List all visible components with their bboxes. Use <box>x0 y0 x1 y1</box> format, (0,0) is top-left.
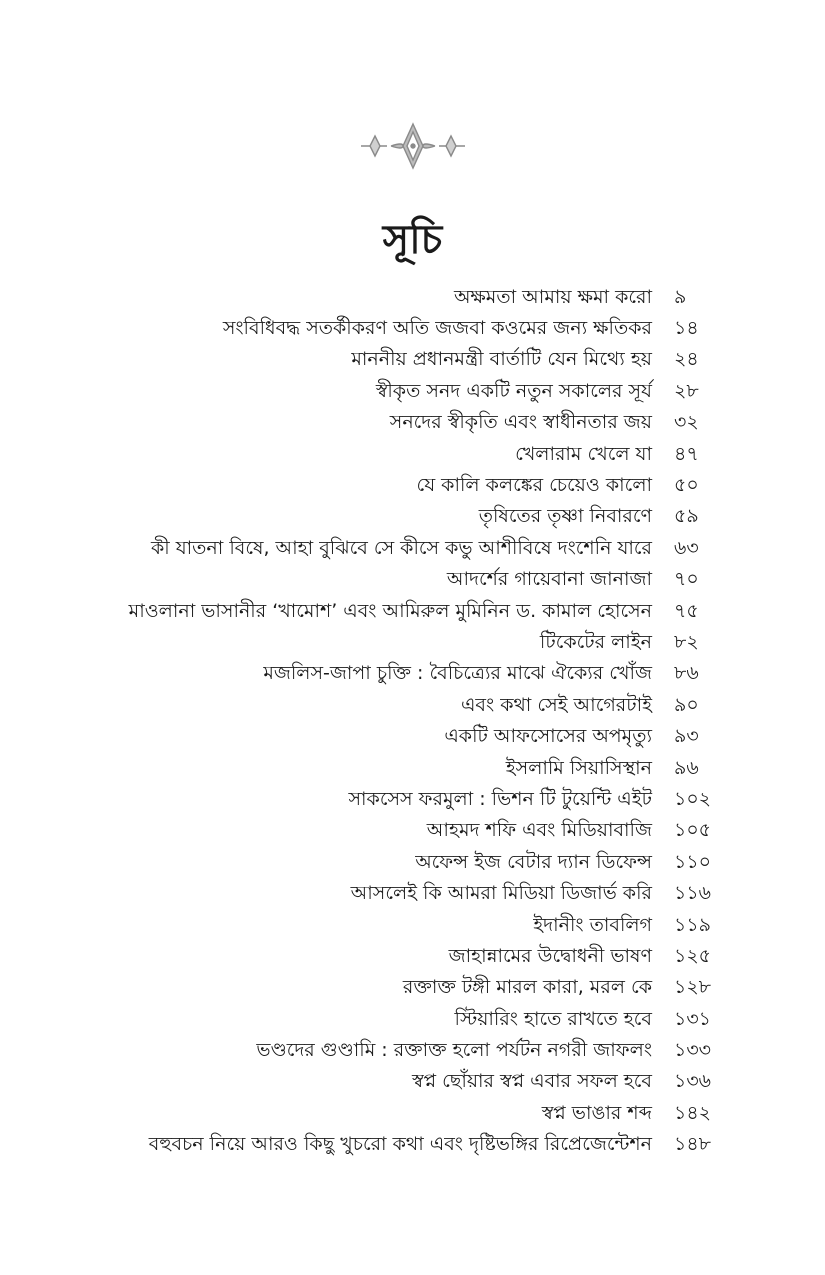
toc-page-number: ৭৫ <box>674 599 699 622</box>
toc-row[interactable] <box>90 1005 730 1036</box>
toc-entry-title: মজলিস-জাপা চুক্তি : বৈচিত্র্যের মাঝে ঐক্যের খোঁজ <box>263 662 652 685</box>
toc-entry-title: তৃষিতের তৃষ্ণা নিবারণে <box>478 505 652 528</box>
toc-row[interactable] <box>90 597 730 628</box>
toc-entry-title: এবং কথা সেই আগেরটাই <box>460 693 652 716</box>
toc-row[interactable] <box>90 471 730 502</box>
toc-entry-title: কী যাতনা বিষে, আহা বুঝিবে সে কীসে কভু আশীবিষে দংশেনি যারে <box>150 536 652 559</box>
toc-page-number: ১১৯ <box>674 913 711 936</box>
toc-entry-title: খেলারাম খেলে যা <box>515 442 652 465</box>
page-title: সূচি <box>382 217 443 263</box>
toc-row[interactable] <box>90 722 730 753</box>
toc-row[interactable] <box>90 974 730 1005</box>
toc-entry-title: মাননীয় প্রধানমন্ত্রী বার্তাটি যেন মিথ্যে হয় <box>351 348 652 371</box>
diamond-flourish-icon <box>353 118 473 174</box>
toc-entry-title: জাহান্নামের উদ্বোধনী ভাষণ <box>448 944 652 967</box>
toc-row[interactable] <box>90 691 730 722</box>
toc-row[interactable] <box>90 283 730 314</box>
toc-entry-title: বহুবচন নিয়ে আরও কিছু খুচরো কথা এবং দৃষ্টিভঙ্গির রিপ্রেজেন্টেশন <box>148 1133 652 1156</box>
toc-page-number: ১২৫ <box>674 944 712 967</box>
ornament <box>0 118 825 174</box>
toc-entry-title: ভণ্ডদের গুণ্ডামি : রক্তাক্ত হলো পর্যটন নগরী জাফলং <box>256 1039 652 1062</box>
toc-page-number: ৬৩ <box>674 536 699 559</box>
toc-page-number: ৫৯ <box>674 505 699 528</box>
toc-row[interactable] <box>90 848 730 879</box>
toc-entry-title: অফেন্স ইজ বেটার দ্যান ডিফেন্স <box>415 850 652 873</box>
toc-entry-title: সংবিধিবদ্ধ সতর্কীকরণ অতি জজবা কওমের জন্য ক্ষতিকর <box>222 317 652 340</box>
toc-page-number: ৯ <box>674 285 687 308</box>
toc-page-number: ১৩১ <box>674 1007 712 1030</box>
toc-page-number: ২৮ <box>674 379 699 402</box>
toc-row[interactable] <box>90 628 730 659</box>
toc-entry-title: আসলেই কি আমরা মিডিয়া ডিজার্ভ করি <box>350 882 652 905</box>
toc-row[interactable] <box>90 785 730 816</box>
toc-row[interactable] <box>90 534 730 565</box>
toc-page-number: ৩২ <box>674 411 699 434</box>
toc-page-number: ১৪৮ <box>674 1133 711 1156</box>
toc-row[interactable] <box>90 1036 730 1067</box>
toc-page-number: ৫০ <box>674 474 699 497</box>
toc-row[interactable] <box>90 409 730 440</box>
toc-entry-title: স্বপ্ন ছোঁয়ার স্বপ্ন এবার সফল হবে <box>412 1070 652 1093</box>
toc-row[interactable] <box>90 377 730 408</box>
toc-row[interactable] <box>90 817 730 848</box>
toc-entry-title: ইদানীং তাবলিগ <box>533 913 652 936</box>
toc-row[interactable] <box>90 1068 730 1099</box>
toc-page-number: ৯০ <box>674 693 699 716</box>
toc-row[interactable] <box>90 754 730 785</box>
table-of-contents <box>90 283 730 1162</box>
toc-page-number: ১১৬ <box>674 882 712 905</box>
toc-entry-title: যে কালি কলঙ্কের চেয়েও কালো <box>416 474 652 497</box>
toc-entry-title: মাওলানা ভাসানীর ‘খামোশ’ এবং আমিরুল মুমিনিন ড. কামাল হোসেন <box>128 599 652 622</box>
toc-entry-title: ইসলামি সিয়াসিস্থান <box>505 756 652 779</box>
toc-row[interactable] <box>90 314 730 345</box>
toc-page-number: ৭০ <box>674 568 699 591</box>
toc-row[interactable] <box>90 1099 730 1130</box>
toc-entry-title: স্বপ্ন ভাঙার শব্দ <box>541 1101 652 1124</box>
toc-page-number: ৯৩ <box>674 725 699 748</box>
toc-page-number: ৯৬ <box>674 756 699 779</box>
toc-page-number: ১৪ <box>674 317 699 340</box>
toc-row[interactable] <box>90 346 730 377</box>
toc-row[interactable] <box>90 879 730 910</box>
toc-entry-title: টিকেটের লাইন <box>539 631 652 653</box>
toc-row[interactable] <box>90 440 730 471</box>
toc-page-number: ৮৬ <box>674 662 699 685</box>
toc-row[interactable] <box>90 660 730 691</box>
toc-row[interactable] <box>90 942 730 973</box>
toc-row[interactable] <box>90 566 730 597</box>
toc-page-number: ২৪ <box>674 348 699 371</box>
toc-entry-title: সাকসেস ফরমুলা : ভিশন টি টুয়েন্টি এইট <box>348 787 652 810</box>
toc-page-number: ৮২ <box>674 631 699 653</box>
toc-page-number: ১০২ <box>674 787 712 810</box>
toc-entry-title: আদর্শের গায়েবানা জানাজা <box>446 568 652 591</box>
toc-entry-title: একটি আফসোসের অপমৃত্যু <box>444 725 652 748</box>
toc-page-number: ১৪২ <box>674 1101 712 1124</box>
toc-entry-title: স্বীকৃত সনদ একটি নতুন সকালের সূর্য <box>375 379 652 402</box>
toc-entry-title: রক্তাক্ত টঙ্গী মারল কারা, মরল কে <box>402 976 652 999</box>
toc-page-number: ১৩৩ <box>674 1039 712 1062</box>
toc-row[interactable] <box>90 911 730 942</box>
toc-page-number: ৪৭ <box>674 442 699 465</box>
toc-row[interactable] <box>90 503 730 534</box>
toc-entry-title: স্টিয়ারিং হাতে রাখতে হবে <box>454 1007 652 1030</box>
toc-page-number: ১২৮ <box>674 976 712 999</box>
toc-entry-title: সনদের স্বীকৃতি এবং স্বাধীনতার জয় <box>389 411 652 434</box>
toc-page-number: ১০৫ <box>674 819 712 842</box>
toc-page-number: ১১০ <box>674 850 712 873</box>
toc-entry-title: আহমদ শফি এবং মিডিয়াবাজি <box>426 819 652 842</box>
toc-entry-title: অক্ষমতা আমায় ক্ষমা করো <box>453 285 652 308</box>
toc-row[interactable] <box>90 1131 730 1162</box>
toc-page-number: ১৩৬ <box>674 1070 712 1093</box>
